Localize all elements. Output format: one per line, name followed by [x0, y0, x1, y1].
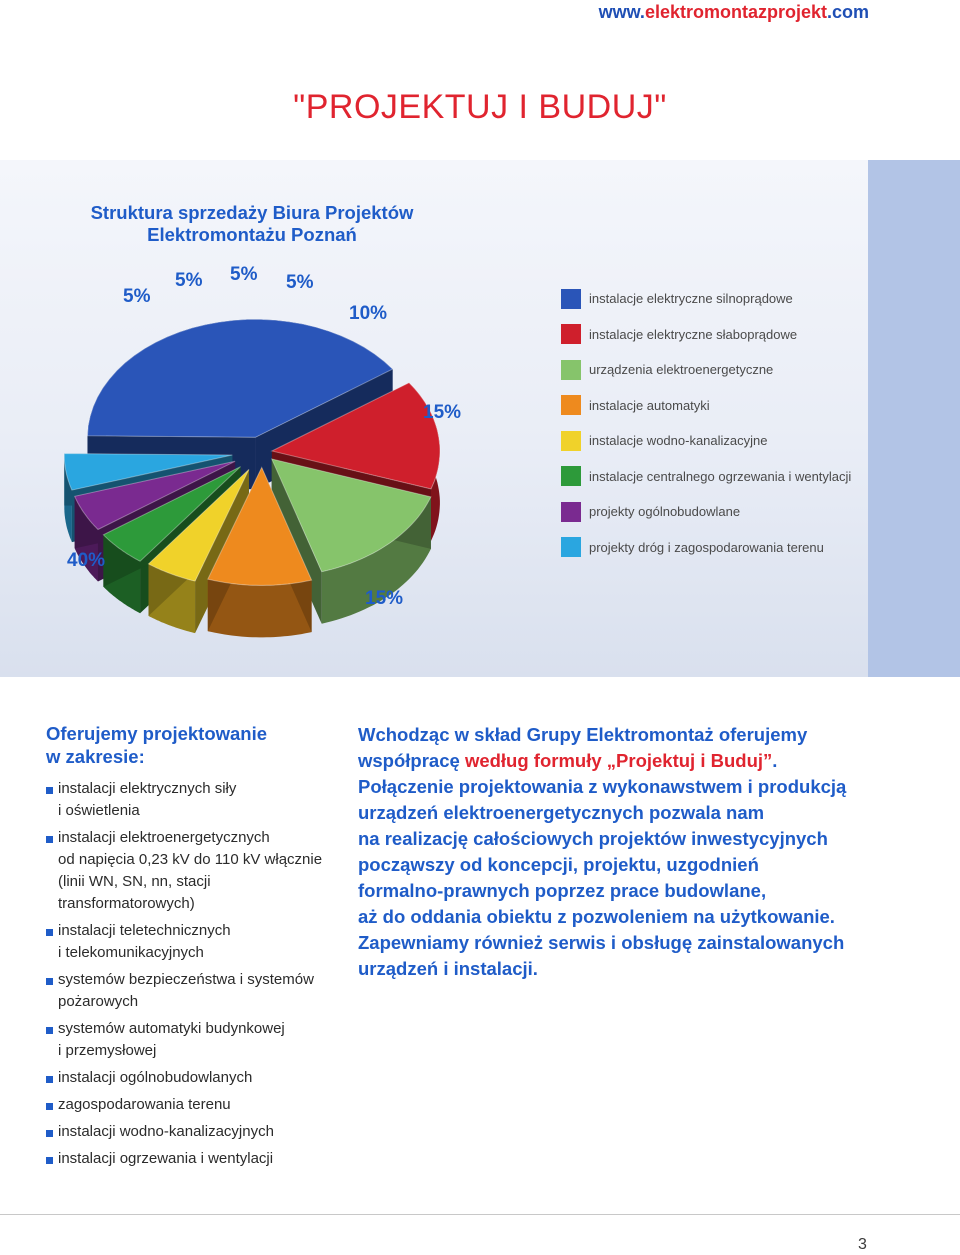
service-item [46, 778, 346, 822]
chart-legend [561, 281, 851, 565]
service-item-text: zagospodarowania terenu [58, 1096, 231, 1113]
legend-swatch [561, 466, 581, 486]
legend-item [561, 388, 851, 424]
pie-percent-label: 5% [175, 270, 203, 291]
service-item [46, 1094, 346, 1116]
legend-swatch [561, 324, 581, 344]
legend-item [561, 459, 851, 495]
bullet-icon [46, 929, 53, 936]
offer-line: formalno-prawnych poprzez prace budowlane, [358, 880, 767, 901]
side-decoration [868, 160, 960, 677]
footer-divider [0, 1214, 960, 1215]
services-column [46, 722, 346, 1175]
bullet-icon [46, 1130, 53, 1137]
service-item-text: instalacji ogrzewania i wentylacji [58, 1150, 274, 1167]
services-list [46, 778, 346, 1170]
chart-title-line-1: Struktura sprzedaży Biura Projektów [90, 202, 414, 223]
website-url[interactable]: www.elektromontazprojekt.com [598, 2, 869, 22]
service-item-text: instalacji ogólnobudowlanych [58, 1069, 253, 1086]
legend-item [561, 423, 851, 459]
service-item [46, 1018, 346, 1062]
offer-line: aż do oddania obiektu z pozwoleniem na użytkowanie. [358, 906, 835, 927]
legend-label: instalacje elektryczne słaboprądowe [589, 326, 798, 342]
legend-label: instalacje elektryczne silnoprądowe [589, 291, 793, 307]
service-item-text: instalacji elektroenergetycznych od napięcia 0,23 kV do 110 kV włącznie (linii WN, SN, nn, stacji transformatorowych) [58, 829, 323, 912]
legend-label: instalacje centralnego ogrzewania i wentylacji [589, 468, 852, 484]
legend-swatch [561, 395, 581, 415]
offer-line: począwszy od koncepcji, projektu, uzgodnień [358, 854, 759, 875]
service-item [46, 1067, 346, 1089]
pie-percent-label: 5% [123, 286, 151, 307]
offer-line: Połączenie projektowania z wykonawstwem i produkcją [358, 776, 847, 797]
legend-item [561, 281, 851, 317]
bullet-icon [46, 1103, 53, 1110]
legend-item [561, 530, 851, 566]
pie-percent-label: 15% [365, 588, 404, 609]
bullet-icon [46, 1157, 53, 1164]
pie-percent-label: 15% [423, 402, 462, 423]
services-heading-line-1: Oferujemy projektowanie [46, 723, 268, 744]
offer-line: na realizację całościowych projektów inwestycyjnych [358, 828, 828, 849]
page-number: 3 [858, 1236, 867, 1253]
service-item [46, 827, 346, 915]
legend-swatch [561, 502, 581, 522]
pie-percent-label: 5% [230, 264, 258, 285]
legend-swatch [561, 360, 581, 380]
pie-percent-label: 40% [67, 550, 106, 571]
formula-highlight: według formuły „Projektuj i Buduj” [464, 750, 773, 771]
service-item-text: instalacji elektrycznych siły i oświetlenia [58, 780, 237, 819]
bullet-icon [46, 787, 53, 794]
bullet-icon [46, 1076, 53, 1083]
legend-label: instalacje automatyki [589, 397, 710, 413]
service-item-text: systemów bezpieczeństwa i systemów pożarowych [58, 971, 314, 1010]
pie-percent-label: 5% [286, 272, 314, 293]
legend-label: projekty ogólnobudowlane [589, 504, 741, 520]
bullet-icon [46, 1027, 53, 1034]
offer-line: współpracę według formuły „Projektuj i Buduj”. [358, 750, 778, 771]
offer-line: urządzeń i instalacji. [358, 958, 538, 979]
legend-label: urządzenia elektroenergetyczne [589, 362, 774, 378]
services-heading [46, 722, 346, 768]
service-item-text: systemów automatyki budynkowej i przemysłowej [58, 1020, 285, 1059]
chart-title-line-2: Elektromontażu Poznań [147, 224, 357, 245]
legend-label: instalacje wodno-kanalizacyjne [589, 433, 768, 449]
service-item-text: instalacji wodno-kanalizacyjnych [58, 1123, 274, 1140]
page-title: "PROJEKTUJ I BUDUJ" [293, 88, 667, 126]
bullet-icon [46, 978, 53, 985]
legend-swatch [561, 431, 581, 451]
offer-line: Zapewniamy również serwis i obsługę zainstalowanych [358, 932, 845, 953]
legend-swatch [561, 537, 581, 557]
offer-line: Wchodząc w skład Grupy Elektromontaż oferujemy [358, 724, 808, 745]
offer-text [358, 722, 898, 982]
legend-swatch [561, 289, 581, 309]
service-item [46, 1148, 346, 1170]
service-item [46, 920, 346, 964]
legend-item [561, 494, 851, 530]
service-item-text: instalacji teletechnicznych i telekomunikacyjnych [58, 922, 231, 961]
service-item [46, 1121, 346, 1143]
legend-item [561, 317, 851, 353]
service-item [46, 969, 346, 1013]
legend-label: projekty dróg i zagospodarowania terenu [589, 539, 824, 555]
services-heading-line-2: w zakresie: [46, 746, 145, 767]
legend-item [561, 352, 851, 388]
offer-line: urządzeń elektroenergetycznych pozwala nam [358, 802, 765, 823]
bullet-icon [46, 836, 53, 843]
pie-chart [0, 160, 560, 677]
pie-percent-label: 10% [349, 303, 388, 324]
